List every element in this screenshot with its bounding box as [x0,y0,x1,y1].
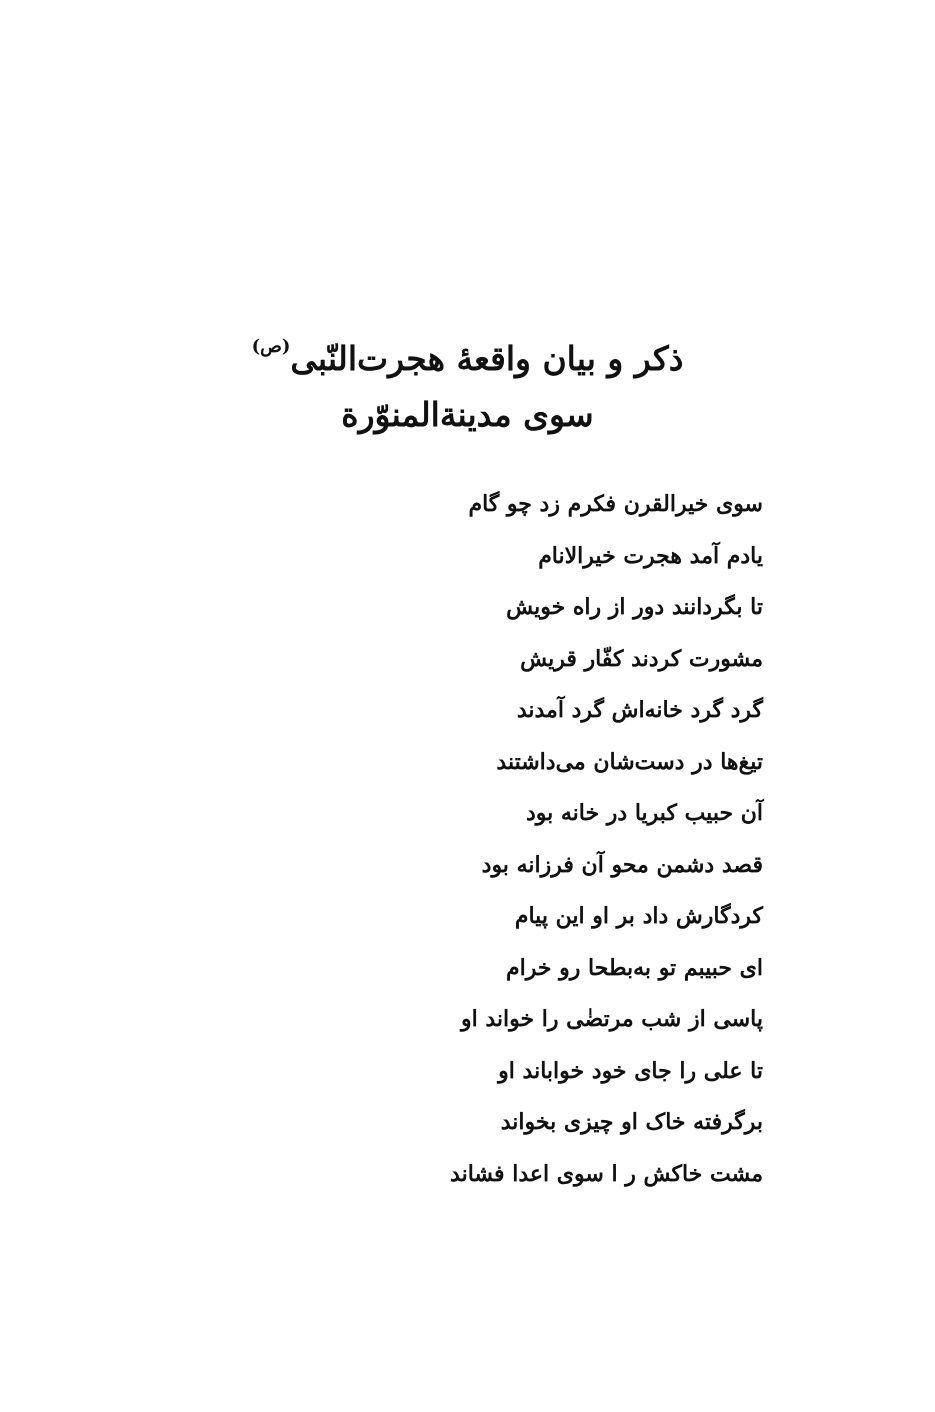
title-main-text: ذکر و بیان واقعۀ هجرت‌النّبی [290,339,684,378]
verse-line: تا علی را جای خود خواباند او [498,1057,763,1084]
verse-line: مشت خاکش ر ا سوی اعدا فشاند [450,1160,763,1187]
verse-line: برگرفته خاک او چیزی بخواند [500,1109,763,1135]
verse-line: پاسی از شب مرتضٰی را خواند او [460,1006,763,1032]
verse-line: مشورت کردند کفّار قریش [520,645,763,672]
verse-line: قصد دشمن محو آن فرزانه بود [481,851,763,878]
verse-line: آن حبیب کبریا در خانه بود [525,800,763,826]
verse-line: یادم آمد هجرت خیرالانام [538,542,763,569]
verse-line: سوی خیرالقرن فکرم زد چو گام [468,491,763,517]
title-superscript: (ص) [251,336,291,357]
verse-line: کردگارش داد بر او این پیام [514,903,763,929]
poem-verses [343,486,763,1207]
page-title [0,336,935,378]
page-subtitle: سوی مدینة‌المنوّرة [341,395,594,434]
verse-line: تیغ‌ها در دست‌شان می‌داشتند [496,748,763,775]
verse-line: تا بگردانند دور از راه خویش [506,594,763,620]
verse-line: ای حبیبم تو به‌بطحا رو خرام [506,954,763,981]
verse-line: گرد گرد خانه‌اش گرد آمدند [516,697,763,723]
